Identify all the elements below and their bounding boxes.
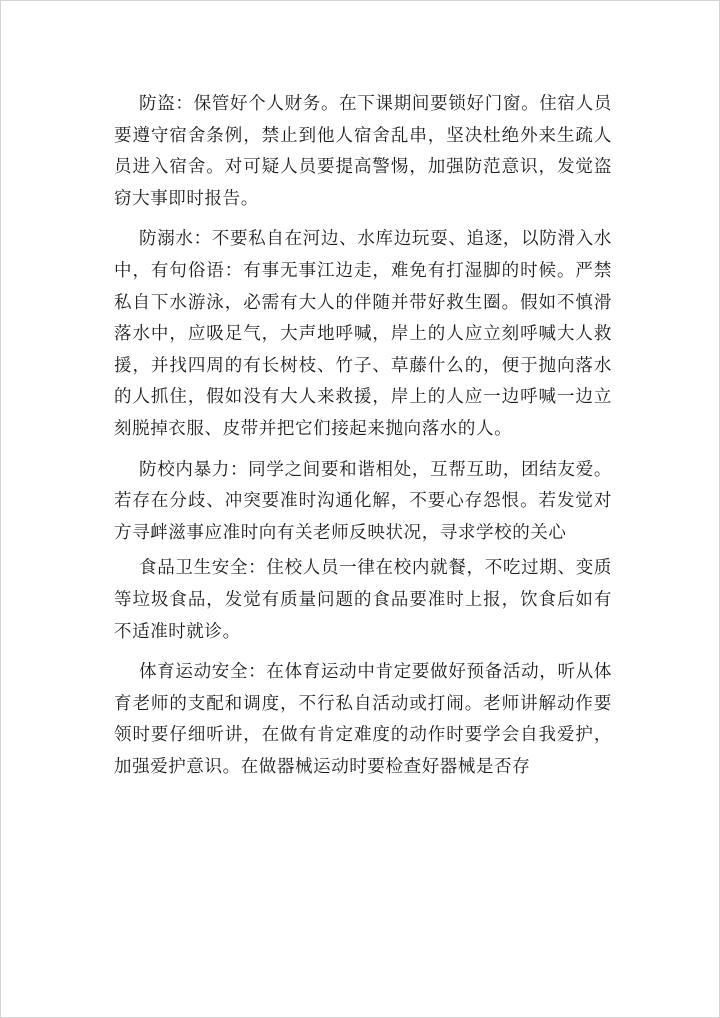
paragraph-sports-safety: 体育运动安全：在体育运动中肯定要做好预备活动，听从体育老师的支配和调度，不行私自活动或打闹。老师讲解动作要领时要仔细听讲，在做有肯定难度的动作时要学会自我爱护，加强爱护意识。在做器械运动时要检查好器械是否存	[114, 662, 612, 777]
document-body	[114, 89, 612, 792]
paragraph-theft-prevention: 防盗：保管好个人财务。在下课期间要锁好门窗。住宿人员要遵守宿舍条例，禁止到他人宿舍乱串，坚决杜绝外来生疏人员进入宿舍。对可疑人员要提高警惕，加强防范意识，发觉盗窃大事即时报告。	[114, 94, 612, 209]
paragraph-food-safety: 食品卫生安全：住校人员一律在校内就餐，不吃过期、变质等垃圾食品，发觉有质量问题的食品要准时上报，饮食后如有不适准时就诊。	[114, 558, 612, 642]
paragraph-drowning-prevention: 防溺水：不要私自在河边、水库边玩耍、追逐，以防滑入水中，有句俗语：有事无事江边走，难免有打湿脚的时候。严禁私自下水游泳，必需有大人的伴随并带好救生圈。假如不慎滑落水中，应吸足气，大声地呼喊，岸上的人应立刻呼喊大人救援，并找四周的有长树枝、竹子、草藤什么的，便于抛向落水的人抓住，假如没有大人来救援，岸上的人应一边呼喊一边立刻脱掉衣服、皮带并把它们接起来抛向落水的人。	[114, 229, 612, 439]
paragraph-school-violence-prevention: 防校内暴力：同学之间要和谐相处，互帮互助，团结友爱。若存在分歧、冲突要准时沟通化解，不要心存怨恨。若发觉对方寻衅滋事应准时向有关老师反映状况，寻求学校的关心	[114, 459, 612, 543]
